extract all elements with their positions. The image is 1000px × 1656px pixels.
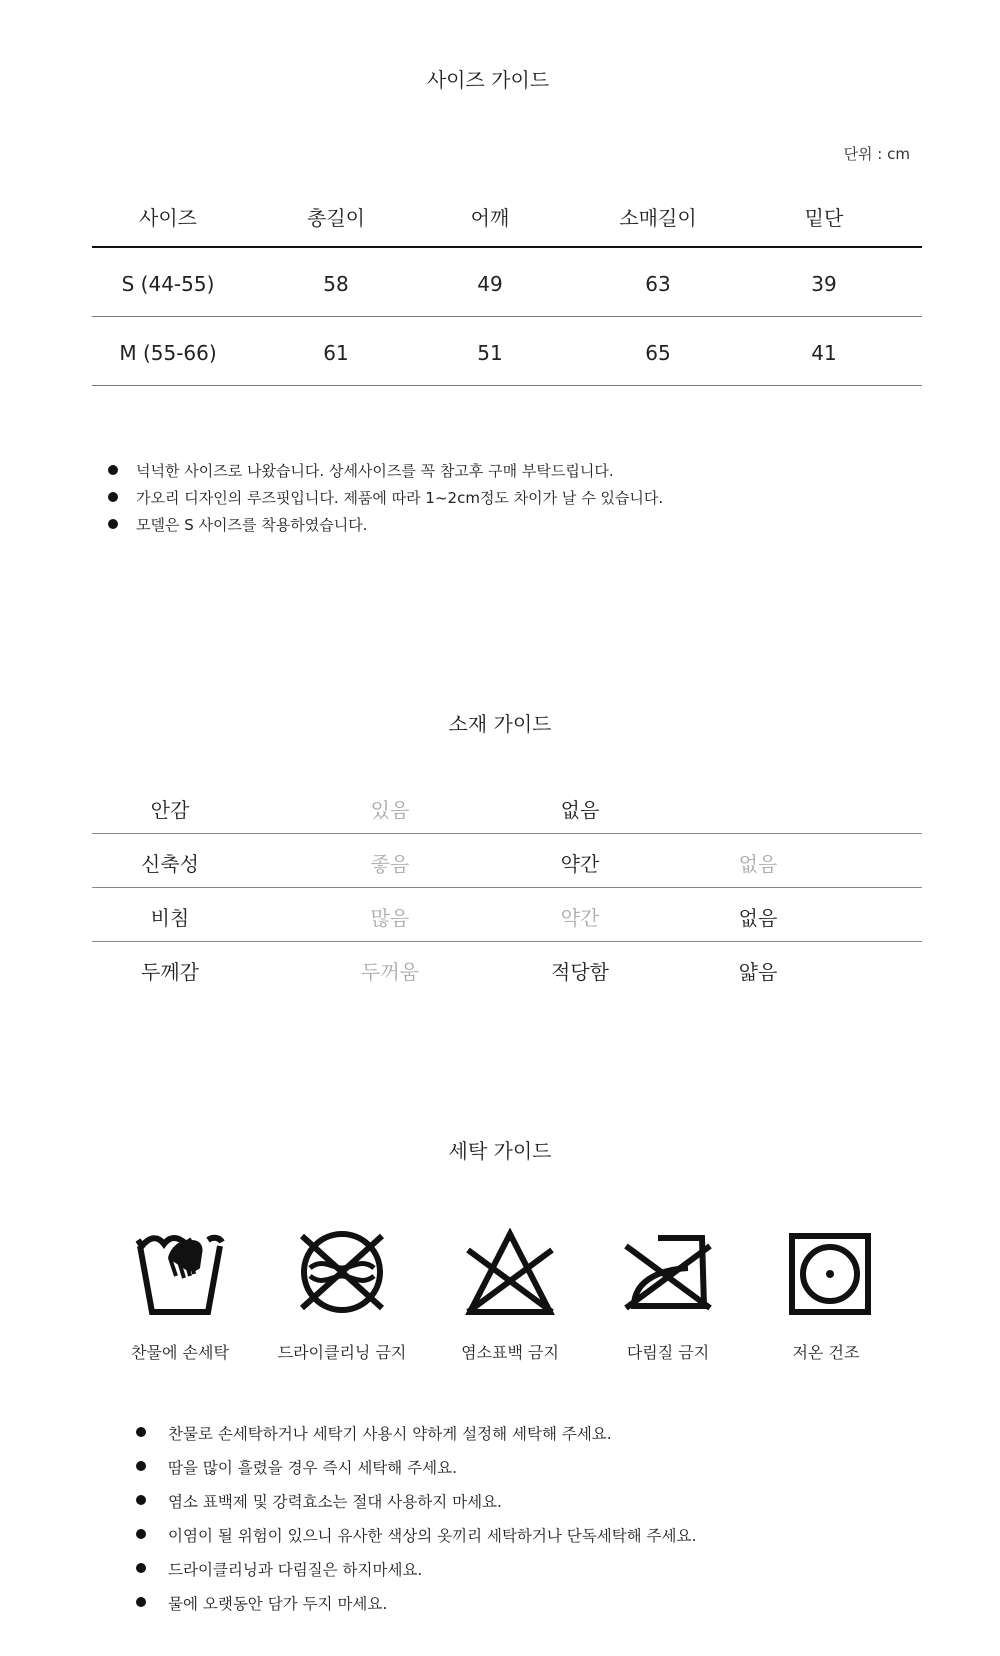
tumble-dry-icon — [780, 1228, 880, 1318]
material-option: 좋음 — [370, 852, 410, 876]
row-total-length: 58 — [323, 272, 349, 296]
hand-wash-icon — [130, 1228, 230, 1318]
note-text: 모델은 S 사이즈를 착용하였습니다. — [136, 516, 368, 534]
bullet-icon — [136, 1495, 146, 1505]
list-item — [136, 1592, 696, 1626]
bullet-icon — [108, 465, 118, 475]
note-text: 찬물로 손세탁하거나 세탁기 사용시 약하게 설정해 세탁해 주세요. — [168, 1425, 612, 1443]
bullet-icon — [136, 1597, 146, 1607]
material-label: 신축성 — [141, 852, 199, 876]
row-size: M (55-66) — [119, 341, 217, 365]
row-sleeve-length: 65 — [645, 341, 671, 365]
material-label: 안감 — [150, 798, 190, 822]
no-bleach-icon — [460, 1228, 560, 1318]
material-option: 두꺼움 — [361, 960, 419, 984]
bullet-icon — [136, 1427, 146, 1437]
wash-notes — [136, 1422, 696, 1626]
material-option: 얇음 — [738, 960, 778, 984]
list-item — [108, 487, 663, 514]
material-row-thickness — [92, 942, 922, 995]
material-row-lining — [92, 780, 922, 834]
bullet-icon — [136, 1461, 146, 1471]
table-row — [92, 317, 922, 386]
list-item — [136, 1524, 696, 1558]
row-hem: 41 — [811, 341, 837, 365]
list-item — [136, 1456, 696, 1490]
list-item — [136, 1558, 696, 1592]
bullet-icon — [136, 1563, 146, 1573]
no-iron-icon — [618, 1228, 718, 1318]
header-total-length: 총길이 — [307, 206, 365, 230]
material-guide-title: 소재 가이드 — [448, 712, 552, 736]
note-text: 넉넉한 사이즈로 나왔습니다. 상세사이즈를 꼭 참고후 구매 부탁드립니다. — [136, 462, 614, 480]
icon-label: 찬물에 손세탁 — [131, 1343, 229, 1362]
note-text: 물에 오랫동안 담가 두지 마세요. — [168, 1595, 388, 1613]
list-item — [136, 1490, 696, 1524]
material-option: 없음 — [738, 852, 778, 876]
material-option: 없음 — [738, 906, 778, 930]
row-hem: 39 — [811, 272, 837, 296]
list-item — [108, 514, 663, 541]
header-hem: 밑단 — [804, 206, 844, 230]
row-total-length: 61 — [323, 341, 349, 365]
material-option: 약간 — [560, 906, 600, 930]
header-sleeve-length: 소매길이 — [619, 206, 697, 230]
no-dry-clean-icon — [292, 1228, 392, 1318]
size-table — [92, 190, 922, 386]
note-text: 염소 표백제 및 강력효소는 절대 사용하지 마세요. — [168, 1493, 502, 1511]
row-shoulder: 51 — [477, 341, 503, 365]
size-guide-title: 사이즈 가이드 — [426, 68, 550, 92]
material-option: 없음 — [560, 798, 600, 822]
row-shoulder: 49 — [477, 272, 503, 296]
material-row-stretch — [92, 834, 922, 888]
icon-label: 다림질 금지 — [626, 1343, 710, 1362]
bullet-icon — [108, 492, 118, 502]
material-row-sheerness — [92, 888, 922, 942]
table-row — [92, 248, 922, 317]
note-text: 땀을 많이 흘렸을 경우 즉시 세탁해 주세요. — [168, 1459, 458, 1477]
size-notes — [108, 460, 663, 541]
row-size: S (44-55) — [121, 272, 215, 296]
icon-label: 저온 건조 — [792, 1343, 860, 1362]
size-table-header — [92, 190, 922, 248]
bullet-icon — [108, 519, 118, 529]
list-item — [108, 460, 663, 487]
header-shoulder: 어깨 — [470, 206, 510, 230]
material-option: 많음 — [370, 906, 410, 930]
row-sleeve-length: 63 — [645, 272, 671, 296]
material-label: 비침 — [150, 906, 190, 930]
list-item — [136, 1422, 696, 1456]
note-text: 가오리 디자인의 루즈핏입니다. 제품에 따라 1~2cm정도 차이가 날 수 있습니다. — [136, 489, 664, 507]
material-option: 약간 — [560, 852, 600, 876]
material-label: 두께감 — [141, 960, 199, 984]
wash-guide-title: 세탁 가이드 — [448, 1139, 552, 1163]
icon-label: 드라이클리닝 금지 — [277, 1343, 407, 1362]
material-table — [92, 780, 922, 995]
bullet-icon — [136, 1529, 146, 1539]
icon-label: 염소표백 금지 — [461, 1343, 559, 1362]
header-size: 사이즈 — [139, 206, 197, 230]
wash-icons — [0, 1228, 1000, 1368]
material-option: 적당함 — [551, 960, 609, 984]
material-option: 있음 — [370, 798, 410, 822]
note-text: 이염이 될 위험이 있으니 유사한 색상의 옷끼리 세탁하거나 단독세탁해 주세요. — [168, 1527, 697, 1545]
note-text: 드라이클리닝과 다림질은 하지마세요. — [168, 1561, 423, 1579]
unit-label: 단위 : cm — [843, 145, 910, 163]
